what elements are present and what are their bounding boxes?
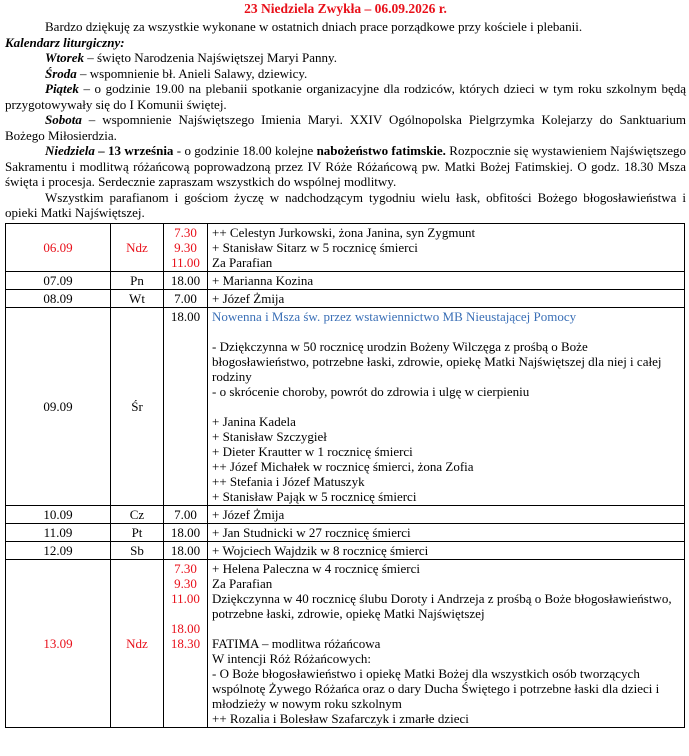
mass-hour: 18.00 [170, 542, 201, 558]
table-row [6, 289, 685, 307]
calendar-day-text: – święto Narodzenia Najświętszej Maryi Panny. [84, 50, 337, 65]
intention-weekday: Pn [111, 271, 164, 289]
announcements-page [0, 1, 689, 728]
intention-date: 07.09 [6, 271, 111, 289]
wishes-paragraph: Wszystkim parafianom i gościom życzę w nadchodzącym tygodniu wielu łask, obfitości Bożego błogosławieństwa i opieki Matki Najświętszej. [5, 189, 686, 220]
intention-date: 12.09 [6, 541, 111, 559]
intention-line: + Józef Żmija [212, 506, 285, 522]
intention-weekday: Ndz [111, 223, 164, 271]
intro-paragraph: Bardzo dziękuję za wszystkie wykonane w ostatnich dniach prace porządkowe przy kościele i plebanii. [45, 19, 583, 34]
intention-line: ++ Rozalia i Bolesław Szafarczyk i zmarłe dzieci [212, 710, 469, 726]
calendar-day-label: Wtorek [45, 50, 84, 65]
mass-hour: 18.00 [170, 620, 201, 636]
calendar-wednesday [5, 66, 686, 82]
calendar-sunday [5, 143, 686, 190]
mass-hour: 7.30 [174, 560, 197, 576]
mass-hours [164, 541, 208, 559]
intention-weekday: Cz [111, 505, 164, 523]
mass-hour: 7.30 [174, 224, 197, 240]
intention-line: Za Parafian [212, 575, 273, 591]
intention-line: + Marianna Kozina [212, 272, 314, 288]
intention-weekday: Pt [111, 523, 164, 541]
intention-line: - O Boże błogosławieństwo i opiekę Matki Bożej dla wszystkich osób tworzących wspólnotę Żywego Różańca oraz o dary Ducha Świętego i potrzebne łaski dla dzieci i młodzieży w nowym roku szkolnym [212, 665, 660, 711]
intention-date: 10.09 [6, 505, 111, 523]
mass-hours [164, 523, 208, 541]
intention-line: FATIMA – modlitwa różańcowa [212, 635, 381, 651]
intention-line: ++ Stefania i Józef Matuszyk [212, 473, 365, 489]
calendar-day-label: Piątek [45, 81, 79, 96]
mass-hours [164, 271, 208, 289]
intention-line: + Józef Żmija [212, 290, 285, 306]
intention-line: Za Parafian [212, 254, 273, 270]
intention-line: + Wojciech Wajdzik w 8 rocznicę śmierci [212, 542, 429, 558]
intention-weekday: Sb [111, 541, 164, 559]
intention-line: + Jan Studnicki w 27 rocznicę śmierci [212, 524, 411, 540]
intention-line: Dziękczynna w 40 rocznicę ślubu Doroty i Andrzeja z prośbą o Boże błogosławieństwo, potrzebne łaski, zdrowie, opiekę Matki Najświętszej [212, 590, 672, 621]
intention-weekday: Śr [111, 307, 164, 505]
sunday-text-post: Rozpocznie się wystawieniem Najświętszego Sakramentu i modlitwą różańcową poprowadzoną przez IV Róże Różańcową pw. Matki Bożej Fatimskiej. O godz. 18.30 Msza święta i procesja. Serdecznie zapraszam wszystkich do wspólnej modlitwy. [5, 143, 686, 189]
intention-line: + Stanisław Pająk w 5 rocznicę śmierci [212, 488, 417, 504]
mass-intentions [208, 505, 685, 523]
mass-intentions [208, 289, 685, 307]
intention-line: + Stanisław Sitarz w 5 rocznicę śmierci [212, 239, 418, 255]
mass-hour: 18.30 [170, 635, 201, 651]
mass-hour: 11.00 [171, 254, 200, 270]
mass-intentions [208, 541, 685, 559]
table-row [6, 307, 685, 505]
calendar-day-label: Sobota [45, 112, 82, 127]
table-row [6, 223, 685, 271]
mass-hour: 18.00 [170, 308, 201, 324]
intention-line: + Janina Kadela [212, 413, 296, 429]
mass-hours [164, 505, 208, 523]
calendar-tuesday [5, 50, 686, 66]
calendar-heading: Kalendarz liturgiczny: [5, 34, 125, 50]
mass-hour: 7.00 [174, 506, 197, 522]
mass-hour: 7.00 [174, 290, 197, 306]
calendar-day-label: Środa [45, 65, 77, 81]
page-title: 23 Niedziela Zwykła – 06.09.2026 r. [244, 1, 447, 16]
mass-intentions [208, 559, 685, 727]
table-row [6, 541, 685, 559]
intention-line: W intencji Róż Różańcowych: [212, 650, 371, 666]
calendar-friday [5, 81, 686, 112]
mass-hour: 9.30 [174, 239, 197, 255]
mass-hours [164, 289, 208, 307]
table-row [6, 523, 685, 541]
intention-line [212, 621, 681, 636]
intention-date: 09.09 [6, 307, 111, 505]
calendar-day-label: Niedziela [45, 143, 95, 158]
mass-intentions [208, 223, 685, 271]
intention-line: - Dziękczynna w 50 rocznicę urodzin Bożeny Wilczęga z prośbą o Boże błogosławieństwo, potrzebne łaski, zdrowie, opiekę Matki Najświętszej dla niej i całej rodziny [212, 338, 662, 384]
sunday-text-pre: - o godzinie 18.00 kolejne [173, 143, 317, 158]
intention-line: - o skrócenie choroby, powrót do zdrowia i ulgę w cierpieniu [212, 383, 530, 399]
novena-title: Nowenna i Msza św. przez wstawiennictwo MB Nieustającej Pomocy [212, 308, 577, 324]
mass-intentions [208, 523, 685, 541]
mass-hours [164, 559, 208, 727]
mass-hour: 11.00 [171, 590, 200, 606]
mass-hours [164, 307, 208, 505]
intention-date: 08.09 [6, 289, 111, 307]
mass-intentions-table [5, 223, 685, 728]
intention-line [212, 324, 681, 339]
intention-line: + Helena Paleczna w 4 rocznicę śmierci [212, 560, 421, 576]
mass-hours [164, 223, 208, 271]
intention-line [212, 399, 681, 414]
intention-line: ++ Celestyn Jurkowski, żona Janina, syn Zygmunt [212, 224, 476, 240]
intention-line: + Dieter Krautter w 1 rocznicę śmierci [212, 443, 413, 459]
intention-line: + Stanisław Szczygieł [212, 428, 327, 444]
mass-hour [164, 606, 207, 621]
sunday-date: – 13 września [94, 143, 174, 158]
calendar-day-text: – wspomnienie Najświętszego Imienia Maryi. XXIV Ogólnopolska Pielgrzymka Kolejarzy do Sanktuarium Bożego Miłosierdzia. [5, 112, 686, 143]
mass-hour: 9.30 [174, 575, 197, 591]
mass-hour: 18.00 [170, 272, 201, 288]
mass-intentions [208, 307, 685, 505]
intention-line: ++ Józef Michałek w rocznicę śmierci, żona Zofia [212, 458, 474, 474]
table-row [6, 271, 685, 289]
intention-date: 11.09 [6, 523, 111, 541]
mass-hour: 18.00 [170, 524, 201, 540]
fatima-service-label: nabożeństwo fatimskie. [316, 143, 446, 158]
intention-weekday: Wt [111, 289, 164, 307]
table-row [6, 559, 685, 727]
calendar-day-text: – wspomnienie bł. Anieli Salawy, dziewicy. [76, 65, 308, 81]
calendar-saturday [5, 112, 686, 143]
intention-date: 13.09 [6, 559, 111, 727]
intention-weekday: Ndz [111, 559, 164, 727]
calendar-day-text: – o godzinie 19.00 na plebanii spotkanie organizacyjne dla rodziców, których dzieci w tym roku szkolnym będą przygotowywały się do I Komunii świętej. [5, 81, 686, 112]
mass-intentions [208, 271, 685, 289]
table-row [6, 505, 685, 523]
intention-date: 06.09 [6, 223, 111, 271]
